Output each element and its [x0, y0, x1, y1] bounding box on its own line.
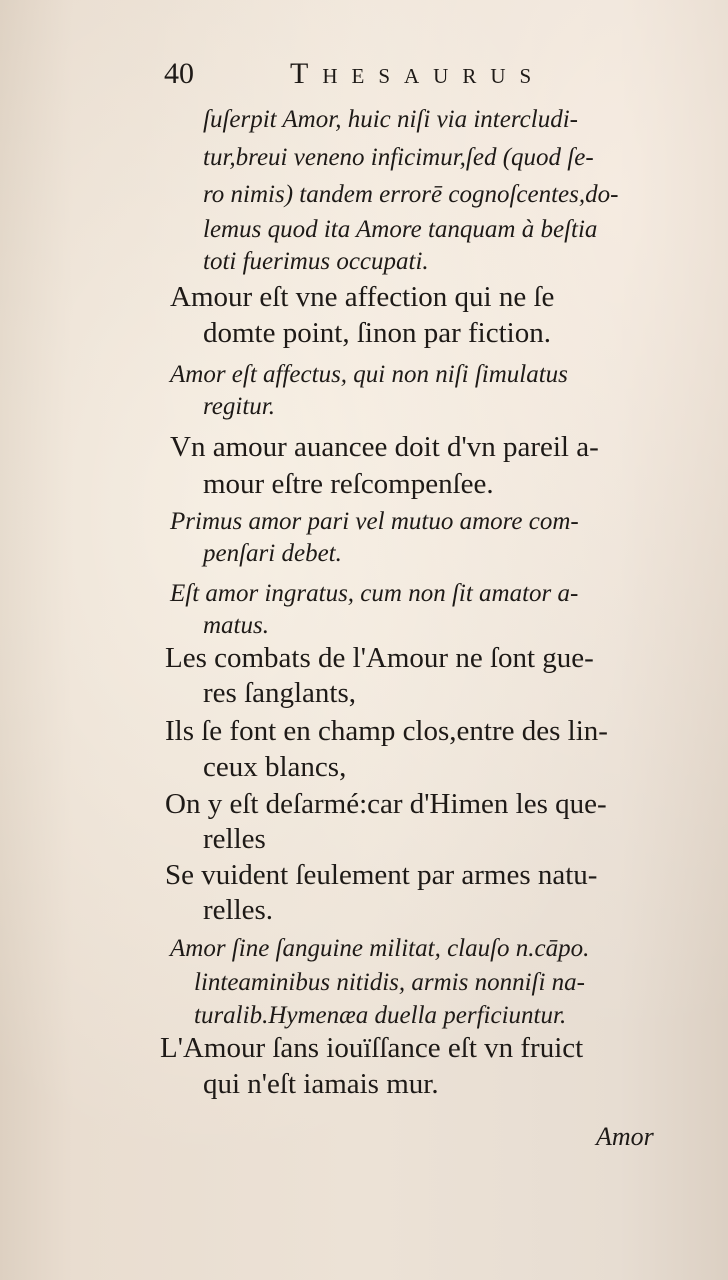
text-line: Se vuident ſeulement par armes natu- [165, 859, 598, 891]
page-header [160, 52, 610, 92]
text-line: ceux blancs, [203, 751, 347, 783]
text-line: L'Amour ſans iouïſſance eſt vn fruict [160, 1032, 584, 1064]
text-line: Les combats de l'Amour ne ſont gue- [165, 642, 594, 674]
text-line: tur,breui veneno inficimur,ſed (quod ſe- [203, 144, 594, 171]
text-line: mour eſtre reſcompenſee. [203, 468, 494, 500]
text-line: matus. [203, 612, 269, 639]
text-line: Amor eſt affectus, qui non niſi ſimulatus [170, 361, 568, 388]
text-line: Eſt amor ingratus, cum non ſit amator a- [170, 580, 579, 607]
text-line: ro nimis) tandem errorē cognoſcentes,do- [203, 181, 619, 208]
text-line: relles. [203, 894, 274, 926]
text-line: toti fuerimus occupati. [203, 248, 429, 275]
text-line: relles [203, 823, 266, 855]
text-line: Vn amour auancee doit d'vn pareil a- [170, 431, 599, 463]
text-line: On y eſt deſarmé:car d'Himen les que- [165, 788, 607, 820]
text-line: linteaminibus nitidis, armis nonniſi na- [194, 969, 585, 996]
text-line: regitur. [203, 393, 275, 420]
text-line: turalib.Hymenæa duella perficiuntur. [194, 1002, 567, 1029]
text-line: lemus quod ita Amore tanquam à beſtia [203, 216, 598, 243]
catchword: Amor [596, 1122, 654, 1151]
text-line: ſuſerpit Amor, huic niſi via intercludi- [203, 106, 578, 133]
text-line: Amour eſt vne affection qui ne ſe [170, 281, 555, 313]
text-line: Ils ſe font en champ clos,entre des lin- [165, 715, 608, 747]
text-line: penſari debet. [203, 540, 342, 567]
text-line: Primus amor pari vel mutuo amore com- [170, 508, 579, 535]
text-line: Amor ſine ſanguine militat, clauſo n.cāpo. [170, 935, 590, 962]
running-head: Thesaurus [290, 57, 546, 90]
text-line: domte point, ſinon par fiction. [203, 317, 551, 349]
text-line: qui n'eſt iamais mur. [203, 1068, 439, 1100]
text-line: res ſanglants, [203, 677, 357, 709]
page-number: 40 [164, 57, 194, 90]
